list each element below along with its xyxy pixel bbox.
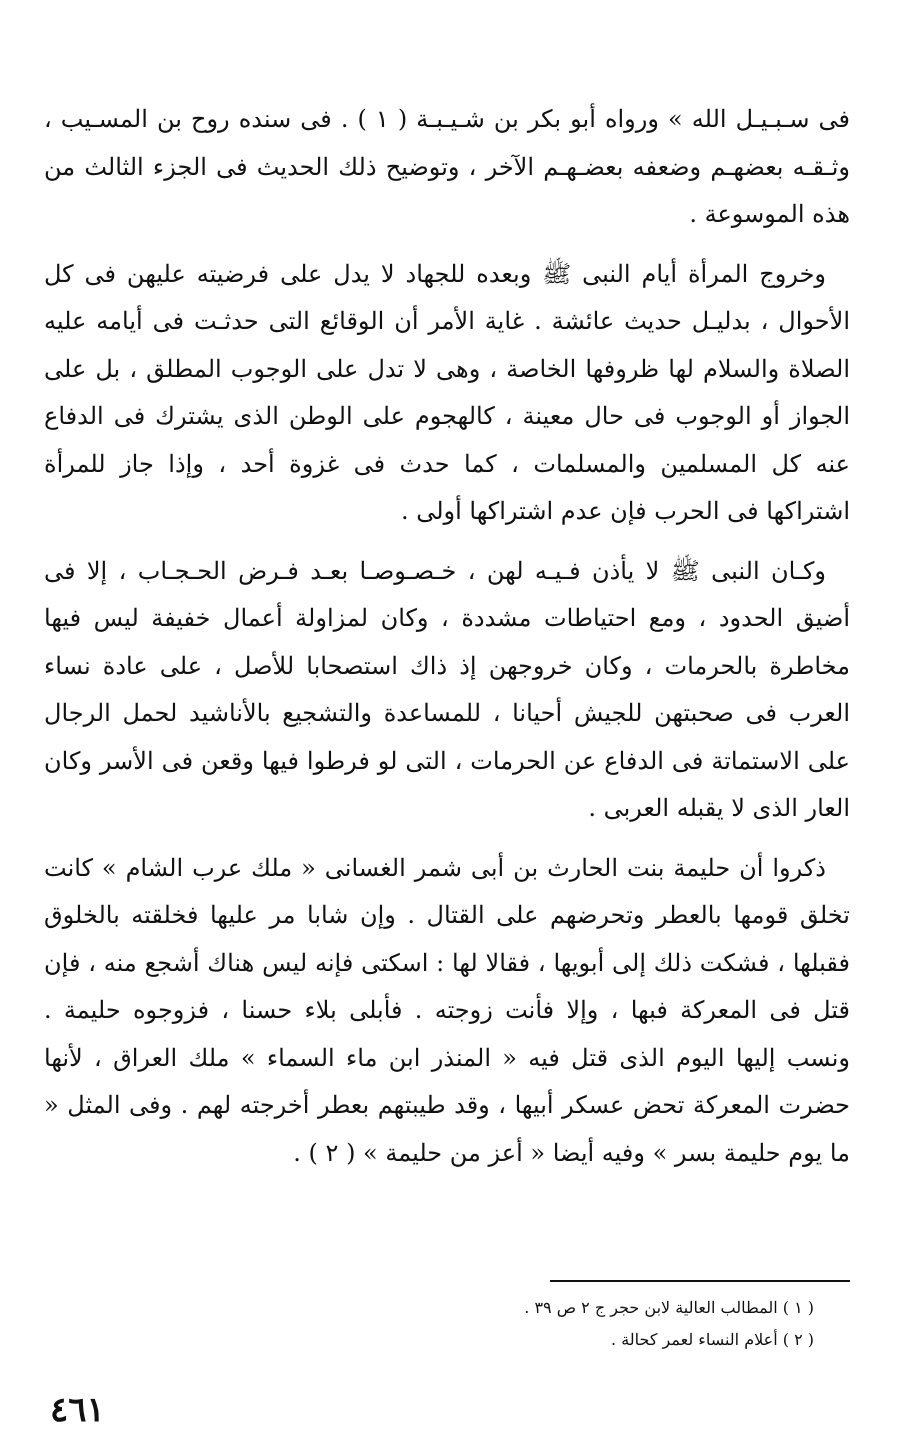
main-text	[44, 96, 850, 1177]
footnote-separator	[550, 1280, 850, 1282]
paragraph-3: وكـان النبى ﷺ لا يأذن فـيـه لهن ، خـصـوصـا بعـد فـرض الحـجـاب ، إلا فى أضيق الحدود ، ومع احتياطات مشددة ، وكان لمزاولة أعمال خفيفة ليس فيها مخاطرة بالحرمات ، وكان خروجهن إذ ذاك استصحابا للأصل ، على عادة نساء العرب فى صحبتهن للجيش أحيانا ، للمساعدة والتشجيع بالأناشيد لحمل الرجال على الاستماتة فى الدفاع عن الحرمات ، التى لو فرطوا فيها وقعن فى الأسر وكان العار الذى لا يقبله العربى .	[44, 556, 850, 822]
page-number: ٤٦١	[50, 1390, 105, 1430]
footnote-1: ( ١ ) المطالب العالية لابن حجر ج ٢ ص ٣٩ .	[524, 1298, 814, 1317]
paragraph-4: ذكروا أن حليمة بنت الحارث بن أبى شمر الغسانى « ملك عرب الشام » كانت تخلق قومها بالعطر وتحرضهم على القتال . وإن شابا مر عليها فخلقته بالخلوق فقبلها ، فشكت ذلك إلى أبويها ، فقالا لها : اسكتى فإنه ليس هناك أشجع منه ، فإن قتل فى المعركة فبها ، وإلا فأنت زوجته . فأبلى بلاء حسنا ، فزوجوه حليمة . ونسب إليها اليوم الذى قتل فيه « المنذر ابن ماء السماء » ملك العراق ، لأنها حضرت المعركة تحض عسكر أبيها ، وقد طيبتهم بعطر أخرجته لهم . وفى المثل « ما يوم حليمة بسر » وفيه أيضا « أعز من حليمة » ( ٢ ) .	[44, 853, 850, 1167]
paragraph-1: فى سـبـيـل الله » ورواه أبو بكر بن شـيـبـة ( ١ ) . فى سنده روح بن المسـيب ، وثـقـه بعضهـم وضعفه بعضـهـم الآخر ، وتوضيح ذلك الحديث فى الجزء الثالث من هذه الموسوعة .	[44, 105, 850, 228]
book-page	[44, 96, 850, 1430]
footnote-2: ( ٢ ) أعلام النساء لعمر كحالة .	[611, 1330, 814, 1349]
paragraph-2: وخروج المرأة أيام النبى ﷺ وبعده للجهاد لا يدل على فرضيته عليهن فى كل الأحوال ، بدليـل حديث عائشة . غاية الأمر أن الوقائع التى حدثـت فى أيامه عليه الصلاة والسلام لها ظروفها الخاصة ، وهى لا تدل على الوجوب المطلق ، بل على الجواز أو الوجوب فى حال معينة ، كالهجوم على الوطن الذى يشترك فى الدفاع عنه كل المسلمين والمسلمات ، كما حدث فى غزوة أحد ، وإذا جاز للمرأة اشتراكها فى الحرب فإن عدم اشتراكها أولى .	[44, 259, 850, 525]
footnotes	[254, 1292, 814, 1356]
